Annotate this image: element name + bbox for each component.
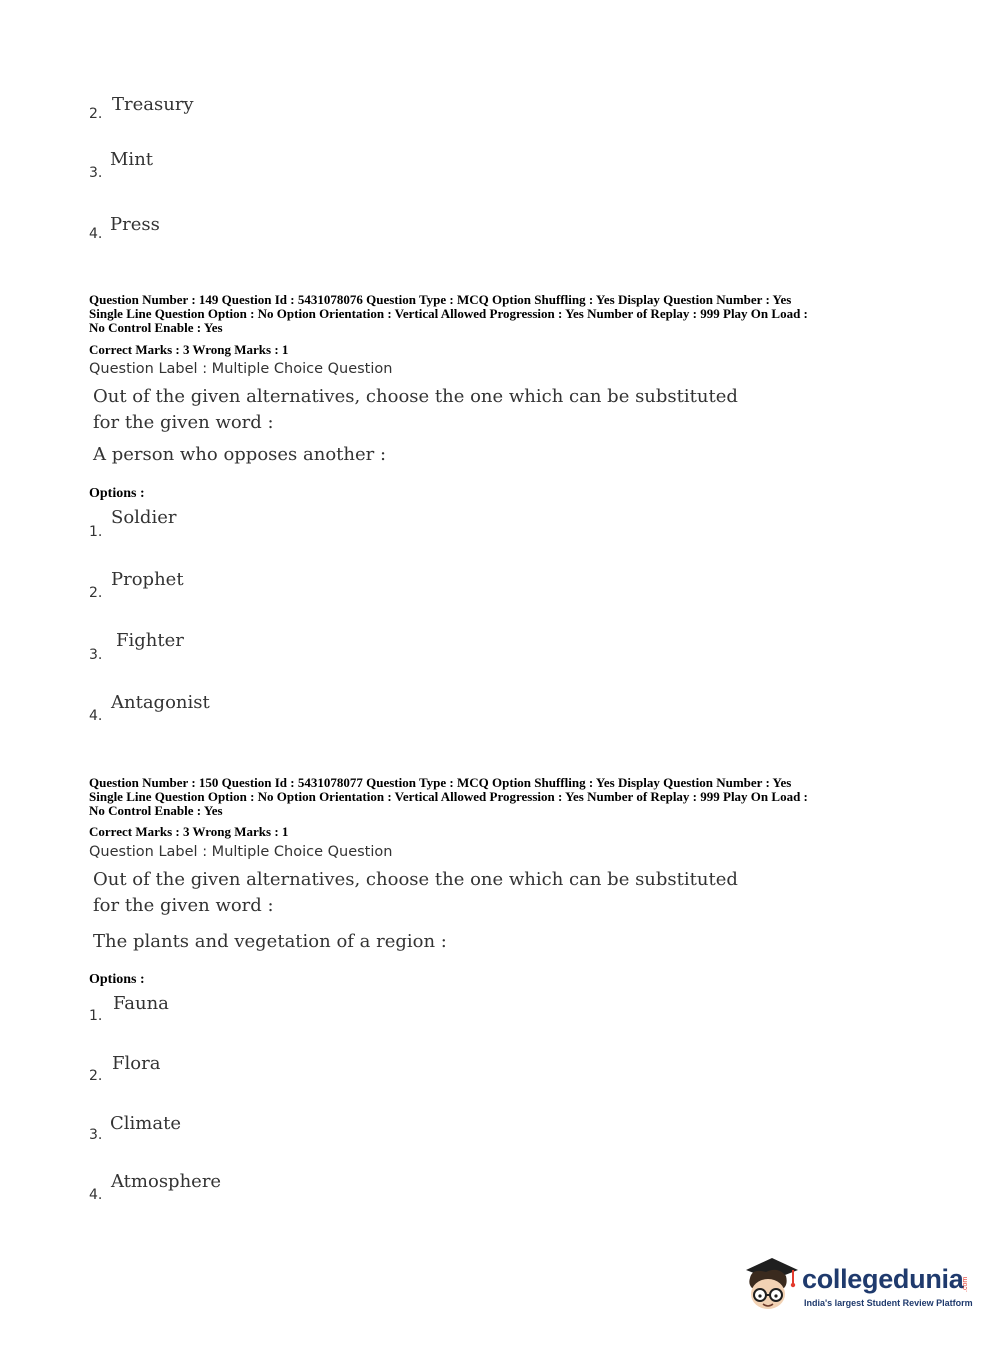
question-label: Question Label : Multiple Choice Question xyxy=(89,361,393,377)
option-text[interactable]: Fauna xyxy=(113,993,169,1014)
option-text: Mint xyxy=(110,149,154,170)
option-text: Treasury xyxy=(112,94,194,115)
option-number: 1. xyxy=(89,1008,103,1024)
question-text: for the given word : xyxy=(93,895,274,916)
option-number: 3. xyxy=(89,165,103,181)
option-number: 1. xyxy=(89,524,103,540)
option-text: Press xyxy=(110,214,160,235)
question-text: Out of the given alternatives, choose the one which can be substituted xyxy=(93,386,738,407)
question-meta-line: Question Number : 150 Question Id : 5431078077 Question Type : MCQ Option Shuffling : Yes Display Question Number : Yes xyxy=(89,775,792,790)
option-number: 3. xyxy=(89,1127,103,1143)
question-text: Out of the given alternatives, choose the one which can be substituted xyxy=(93,869,738,890)
marks-info: Correct Marks : 3 Wrong Marks : 1 xyxy=(89,824,289,839)
logo-domain-suffix: .com xyxy=(962,1276,969,1292)
option-number: 4. xyxy=(89,1187,103,1203)
option-text[interactable]: Prophet xyxy=(111,569,184,590)
option-number: 4. xyxy=(89,708,103,724)
question-meta-line: Question Number : 149 Question Id : 5431078076 Question Type : MCQ Option Shuffling : Yes Display Question Number : Yes xyxy=(89,292,792,307)
option-text[interactable]: Fighter xyxy=(116,630,184,651)
marks-info: Correct Marks : 3 Wrong Marks : 1 xyxy=(89,342,289,357)
collegedunia-logo[interactable] xyxy=(740,1248,975,1320)
question-meta-line: Single Line Question Option : No Option Orientation : Vertical Allowed Progression : Yes Number of Replay : 999 Play On Load : xyxy=(89,789,808,804)
option-number: 2. xyxy=(89,106,103,122)
logo-tagline: India's largest Student Review Platform xyxy=(804,1298,973,1308)
option-text[interactable]: Flora xyxy=(112,1053,161,1074)
question-meta-line: No Control Enable : Yes xyxy=(89,320,223,335)
options-label: Options : xyxy=(89,486,145,501)
option-number: 3. xyxy=(89,647,103,663)
option-number: 4. xyxy=(89,226,103,242)
option-text[interactable]: Climate xyxy=(110,1113,181,1134)
options-label: Options : xyxy=(89,972,145,987)
option-number: 2. xyxy=(89,1068,103,1084)
question-meta-line: No Control Enable : Yes xyxy=(89,803,223,818)
option-number: 2. xyxy=(89,585,103,601)
question-prompt: A person who opposes another : xyxy=(93,444,387,465)
mascot-icon xyxy=(740,1250,800,1316)
option-text[interactable]: Soldier xyxy=(111,507,177,528)
question-text: for the given word : xyxy=(93,412,274,433)
question-prompt: The plants and vegetation of a region : xyxy=(93,931,447,952)
option-text[interactable]: Atmosphere xyxy=(111,1171,222,1192)
option-text[interactable]: Antagonist xyxy=(111,692,210,713)
question-label: Question Label : Multiple Choice Question xyxy=(89,844,393,860)
question-meta-line: Single Line Question Option : No Option Orientation : Vertical Allowed Progression : Yes Number of Replay : 999 Play On Load : xyxy=(89,306,808,321)
logo-wordmark: collegedunia xyxy=(802,1264,964,1294)
